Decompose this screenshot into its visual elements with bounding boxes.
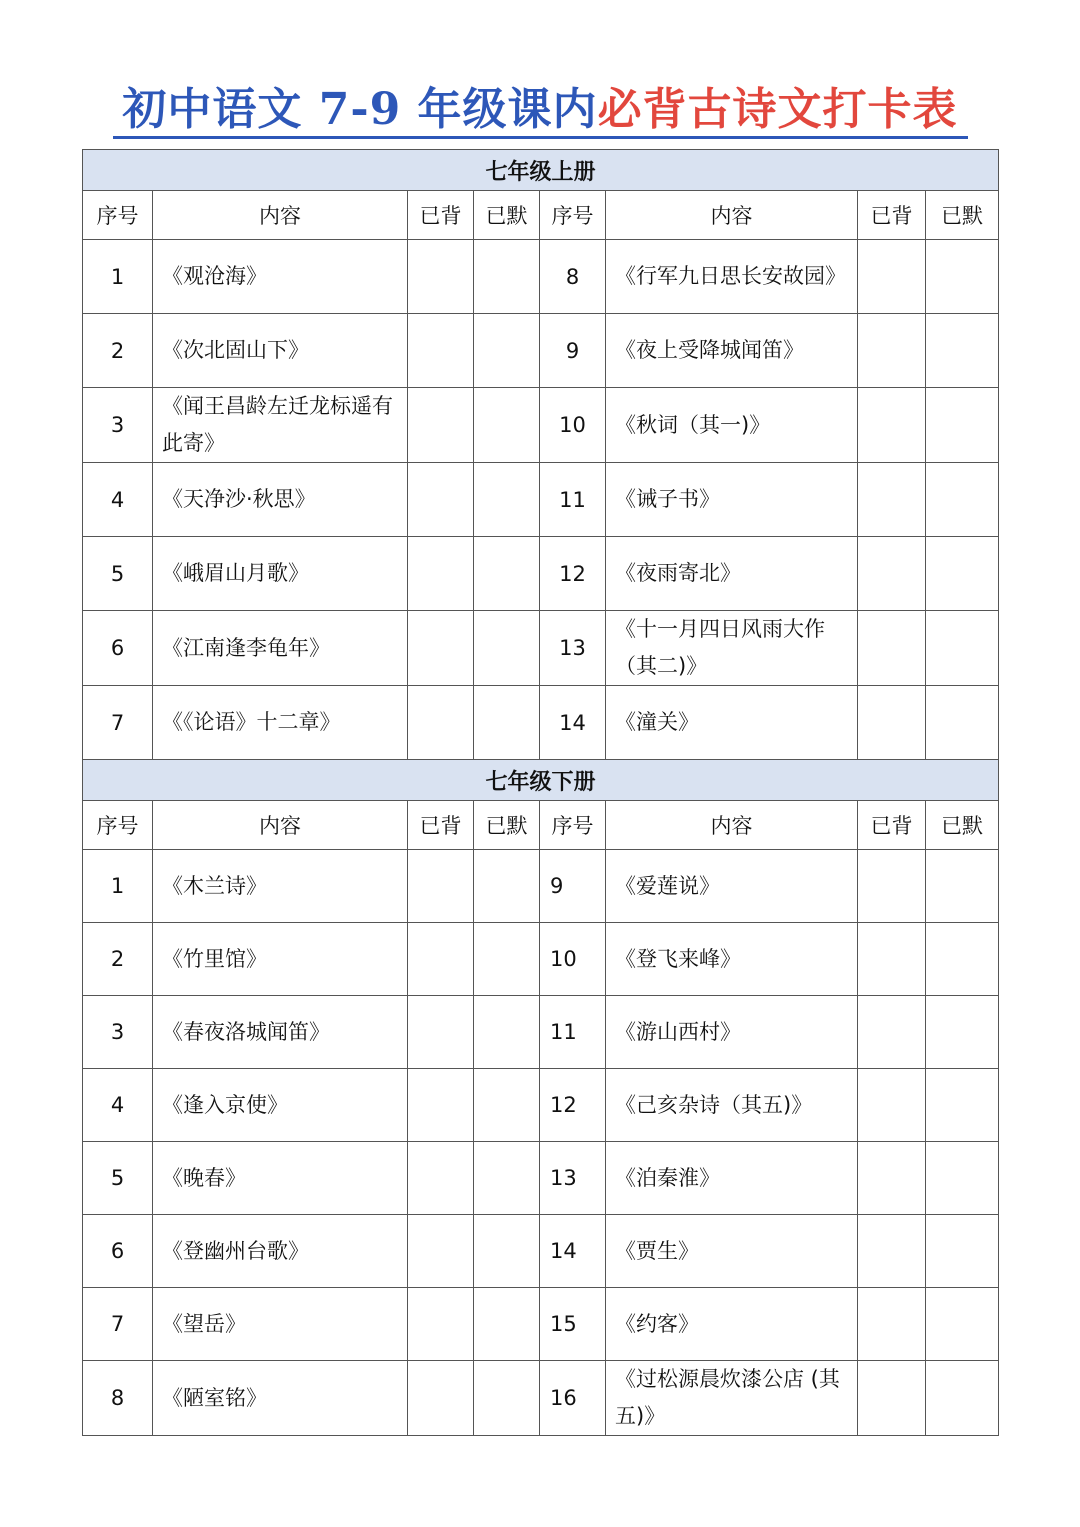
poem-title: 《竹里馆》 [153, 923, 408, 996]
recited-checkbox[interactable] [858, 314, 926, 388]
table-row [83, 686, 999, 760]
section-header [83, 760, 999, 801]
row-index: 8 [83, 1361, 153, 1436]
row-index: 11 [540, 463, 606, 537]
recited-checkbox[interactable] [408, 1215, 474, 1288]
poem-title: 《行军九日思长安故园》 [606, 240, 858, 314]
row-index: 6 [83, 611, 153, 686]
poem-title: 《登幽州台歌》 [153, 1215, 408, 1288]
dictated-checkbox[interactable] [474, 611, 540, 686]
row-index: 14 [540, 1215, 606, 1288]
dictated-checkbox[interactable] [926, 388, 999, 463]
recited-checkbox[interactable] [408, 314, 474, 388]
dictated-checkbox[interactable] [474, 314, 540, 388]
recited-checkbox[interactable] [408, 537, 474, 611]
table-row [83, 240, 999, 314]
recited-checkbox[interactable] [858, 1142, 926, 1215]
dictated-checkbox[interactable] [474, 1069, 540, 1142]
recited-checkbox[interactable] [408, 388, 474, 463]
header-recited: 已背 [408, 191, 474, 240]
dictated-checkbox[interactable] [926, 314, 999, 388]
dictated-checkbox[interactable] [926, 686, 999, 760]
header-index: 序号 [83, 191, 153, 240]
recited-checkbox[interactable] [858, 1361, 926, 1436]
row-index: 4 [83, 463, 153, 537]
poem-title: 《夜雨寄北》 [606, 537, 858, 611]
dictated-checkbox[interactable] [474, 1215, 540, 1288]
title-part-blue: 初中语文 7-9 年级课内 [122, 84, 598, 135]
recited-checkbox[interactable] [408, 996, 474, 1069]
header-dictated: 已默 [926, 191, 999, 240]
row-index: 3 [83, 388, 153, 463]
table-row [83, 388, 999, 463]
dictated-checkbox[interactable] [474, 686, 540, 760]
table-row [83, 1215, 999, 1288]
recited-checkbox[interactable] [858, 388, 926, 463]
poem-title: 《《论语》十二章》 [153, 686, 408, 760]
header-content: 内容 [606, 801, 858, 850]
row-index: 1 [83, 850, 153, 923]
header-recited: 已背 [858, 191, 926, 240]
dictated-checkbox[interactable] [926, 1215, 999, 1288]
row-index: 2 [83, 314, 153, 388]
row-index: 9 [540, 850, 606, 923]
poem-title: 《秋词（其一)》 [606, 388, 858, 463]
row-index: 4 [83, 1069, 153, 1142]
recited-checkbox[interactable] [408, 611, 474, 686]
table-row [83, 1288, 999, 1361]
header-dictated: 已默 [474, 191, 540, 240]
recited-checkbox[interactable] [858, 850, 926, 923]
dictated-checkbox[interactable] [926, 240, 999, 314]
recited-checkbox[interactable] [858, 686, 926, 760]
dictated-checkbox[interactable] [474, 996, 540, 1069]
dictated-checkbox[interactable] [474, 1142, 540, 1215]
header-content: 内容 [153, 191, 408, 240]
page-title [0, 78, 1080, 142]
recited-checkbox[interactable] [408, 1288, 474, 1361]
row-index: 13 [540, 1142, 606, 1215]
recited-checkbox[interactable] [858, 1215, 926, 1288]
section-title: 七年级上册 [83, 150, 999, 191]
row-index: 10 [540, 388, 606, 463]
poem-title: 《贾生》 [606, 1215, 858, 1288]
poem-title: 《诫子书》 [606, 463, 858, 537]
poem-title: 《过松源晨炊漆公店 (其五)》 [606, 1361, 858, 1436]
recited-checkbox[interactable] [408, 1142, 474, 1215]
row-index: 14 [540, 686, 606, 760]
dictated-checkbox[interactable] [926, 463, 999, 537]
title-part-red: 必背古诗文打卡表 [597, 84, 958, 135]
dictated-checkbox[interactable] [926, 996, 999, 1069]
row-index: 5 [83, 537, 153, 611]
column-header-row [83, 801, 999, 850]
row-index: 10 [540, 923, 606, 996]
poem-title: 《游山西村》 [606, 996, 858, 1069]
row-index: 12 [540, 537, 606, 611]
table-row [83, 923, 999, 996]
section-title: 七年级下册 [83, 760, 999, 801]
row-index: 5 [83, 1142, 153, 1215]
header-content: 内容 [153, 801, 408, 850]
row-index: 15 [540, 1288, 606, 1361]
poem-title: 《观沧海》 [153, 240, 408, 314]
dictated-checkbox[interactable] [474, 850, 540, 923]
header-index: 序号 [540, 801, 606, 850]
dictated-checkbox[interactable] [926, 923, 999, 996]
recited-checkbox[interactable] [858, 996, 926, 1069]
poem-title: 《闻王昌龄左迁龙标遥有此寄》 [153, 388, 408, 463]
dictated-checkbox[interactable] [926, 1069, 999, 1142]
poem-title: 《次北固山下》 [153, 314, 408, 388]
row-index: 3 [83, 996, 153, 1069]
poem-title: 《十一月四日风雨大作（其二)》 [606, 611, 858, 686]
dictated-checkbox[interactable] [474, 463, 540, 537]
recited-checkbox[interactable] [408, 240, 474, 314]
row-index: 2 [83, 923, 153, 996]
poem-title: 《逢入京使》 [153, 1069, 408, 1142]
poem-title: 《春夜洛城闻笛》 [153, 996, 408, 1069]
table-row [83, 1069, 999, 1142]
header-recited: 已背 [858, 801, 926, 850]
header-index: 序号 [83, 801, 153, 850]
dictated-checkbox[interactable] [474, 923, 540, 996]
recited-checkbox[interactable] [858, 463, 926, 537]
recited-checkbox[interactable] [408, 463, 474, 537]
header-dictated: 已默 [926, 801, 999, 850]
table-row [83, 463, 999, 537]
table-row [83, 996, 999, 1069]
poem-title: 《晚春》 [153, 1142, 408, 1215]
poem-title: 《己亥杂诗（其五)》 [606, 1069, 858, 1142]
recited-checkbox[interactable] [408, 686, 474, 760]
poem-title: 《约客》 [606, 1288, 858, 1361]
table-row [83, 1142, 999, 1215]
poem-title: 《泊秦淮》 [606, 1142, 858, 1215]
row-index: 7 [83, 1288, 153, 1361]
dictated-checkbox[interactable] [474, 1361, 540, 1436]
poem-title: 《夜上受降城闻笛》 [606, 314, 858, 388]
recited-checkbox[interactable] [408, 1069, 474, 1142]
column-header-row [83, 191, 999, 240]
dictated-checkbox[interactable] [474, 1288, 540, 1361]
row-index: 6 [83, 1215, 153, 1288]
poem-title: 《潼关》 [606, 686, 858, 760]
title-underline [113, 136, 968, 139]
dictated-checkbox[interactable] [474, 388, 540, 463]
dictated-checkbox[interactable] [926, 850, 999, 923]
row-index: 7 [83, 686, 153, 760]
recited-checkbox[interactable] [858, 611, 926, 686]
poem-title: 《天净沙·秋思》 [153, 463, 408, 537]
table-row [83, 850, 999, 923]
recited-checkbox[interactable] [858, 240, 926, 314]
poem-title: 《爱莲说》 [606, 850, 858, 923]
recited-checkbox[interactable] [858, 923, 926, 996]
dictated-checkbox[interactable] [926, 1288, 999, 1361]
recited-checkbox[interactable] [858, 537, 926, 611]
recited-checkbox[interactable] [408, 1361, 474, 1436]
section-header [83, 150, 999, 191]
dictated-checkbox[interactable] [926, 1142, 999, 1215]
row-index: 11 [540, 996, 606, 1069]
recited-checkbox[interactable] [858, 1069, 926, 1142]
dictated-checkbox[interactable] [474, 537, 540, 611]
recited-checkbox[interactable] [408, 850, 474, 923]
recited-checkbox[interactable] [858, 1288, 926, 1361]
row-index: 16 [540, 1361, 606, 1436]
header-content: 内容 [606, 191, 858, 240]
header-index: 序号 [540, 191, 606, 240]
poem-title: 《江南逢李龟年》 [153, 611, 408, 686]
table-row [83, 537, 999, 611]
recited-checkbox[interactable] [408, 923, 474, 996]
dictated-checkbox[interactable] [926, 1361, 999, 1436]
row-index: 1 [83, 240, 153, 314]
table-row [83, 611, 999, 686]
header-recited: 已背 [408, 801, 474, 850]
row-index: 9 [540, 314, 606, 388]
table-row [83, 314, 999, 388]
poem-title: 《望岳》 [153, 1288, 408, 1361]
poem-title: 《木兰诗》 [153, 850, 408, 923]
dictated-checkbox[interactable] [926, 537, 999, 611]
row-index: 13 [540, 611, 606, 686]
dictated-checkbox[interactable] [474, 240, 540, 314]
poem-title: 《峨眉山月歌》 [153, 537, 408, 611]
table-row [83, 1361, 999, 1436]
poem-title: 《登飞来峰》 [606, 923, 858, 996]
row-index: 8 [540, 240, 606, 314]
poem-title: 《陋室铭》 [153, 1361, 408, 1436]
row-index: 12 [540, 1069, 606, 1142]
checklist-table [82, 149, 999, 1436]
header-dictated: 已默 [474, 801, 540, 850]
dictated-checkbox[interactable] [926, 611, 999, 686]
